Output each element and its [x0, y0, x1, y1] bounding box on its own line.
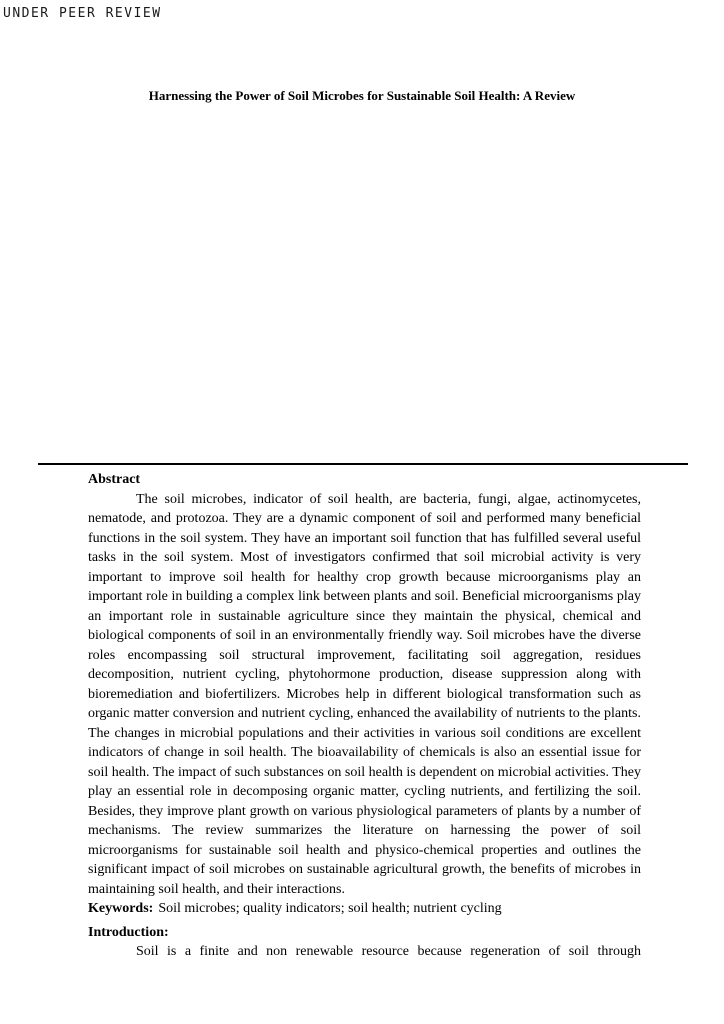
keywords-line — [88, 899, 641, 919]
introduction-heading: Introduction: — [88, 924, 169, 940]
abstract-text: The soil microbes, indicator of soil health, are bacteria, fungi, algae, actinomycetes, nematode, and protozoa. They are a dynamic component of soil and performed many beneficial functions in the soil system. They have an important soil function that has fulfilled several useful tasks in the soil system. Most of investigators confirmed that soil microbial activity is very important to improve soil health for healthy crop growth because microorganisms play an important role in building a complex link between plants and soil. Beneficial microorganisms play an important role in sustainable agriculture since they maintain the physical, chemical and biological components of soil in an environmentally friendly way. Soil microbes have the diverse roles encompassing soil structural improvement, facilitating soil aggregation, residues decomposition, nutrient cycling, phytohormone production, disease suppression along with bioremediation and biofertilizers. Microbes help in different biological transformation such as organic matter conversion and nutrient cycling, enhanced the availability of nutrients to the plants. The changes in microbial populations and their activities in various soil conditions are excellent indicators of change in soil health. The bioavailability of chemicals is also an essential issue for soil health. The impact of such substances on soil health is dependent on microbial activities. They play an essential role in decomposing organic matter, cycling nutrients, and fertilizing the soil. Besides, they improve plant growth on various physiological parameters of plants by a number of mechanisms. The review summarizes the literature on harnessing the power of soil microorganisms for sustainable soil health and physico-chemical properties and outlines the significant impact of soil microbes on sustainable agricultural growth, the benefits of microbes in maintaining soil health, and their interactions. — [88, 491, 641, 897]
page-body — [88, 470, 641, 962]
section-divider-line — [38, 463, 688, 465]
abstract-heading: Abstract — [88, 472, 141, 487]
introduction-text: Soil is a finite and non renewable resource because regeneration of soil through — [136, 944, 641, 959]
keywords-text: Soil microbes; quality indicators; soil health; nutrient cycling — [158, 901, 502, 916]
paper-title: Harnessing the Power of Soil Microbes for Sustainable Soil Health: A Review — [148, 88, 576, 103]
peer-review-watermark: UNDER PEER REVIEW — [3, 6, 162, 21]
keywords-label: Keywords: — [88, 901, 154, 916]
